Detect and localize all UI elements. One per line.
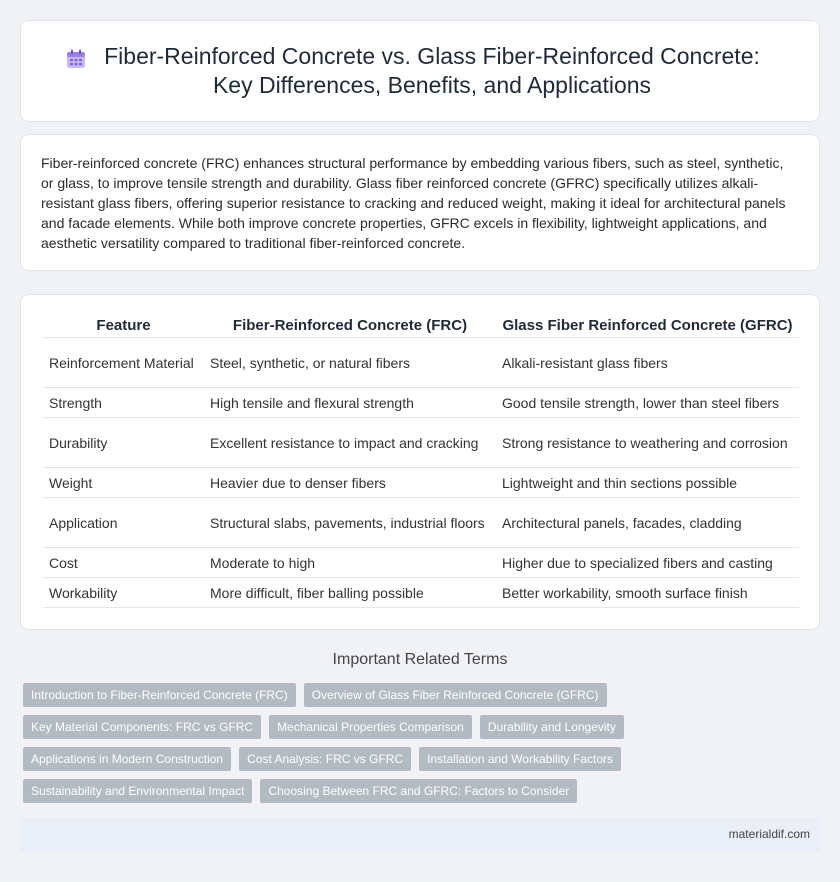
table-cell-frc: Heavier due to denser fibers [204,468,496,498]
table-cell-feature: Durability [43,418,204,468]
table-cell-gfrc: Good tensile strength, lower than steel fibers [496,388,799,418]
intro-paragraph: Fiber-reinforced concrete (FRC) enhances structural performance by embedding various fibers, such as steel, synthetic, or glass, to improve tensile strength and durability. Glass fiber reinforced concrete (GFRC) specifically utilizes alkali-resistant glass fibers, offering superior resistance to cracking and reduced weight, making it ideal for architectural panels and facade elements. While both improve concrete properties, GFRC excels in flexibility, lightweight applications, and aesthetic versatility compared to traditional fiber-reinforced concrete. [41,155,786,251]
term-tag[interactable]: Cost Analysis: FRC vs GFRC [239,747,411,771]
table-cell-feature: Reinforcement Material [43,338,204,388]
table-cell-gfrc: Strong resistance to weathering and corrosion [496,418,799,468]
related-terms-heading: Important Related Terms [332,651,508,668]
term-tag[interactable]: Overview of Glass Fiber Reinforced Concrete (GFRC) [304,683,607,707]
term-tag[interactable]: Choosing Between FRC and GFRC: Factors to Consider [260,779,577,803]
table-cell-gfrc: Lightweight and thin sections possible [496,468,799,498]
term-row [23,779,823,803]
footer-site-link[interactable]: materialdif.com [728,827,810,841]
term-tag[interactable]: Applications in Modern Construction [23,747,231,771]
table-cell-feature: Weight [43,468,204,498]
table-row [43,388,799,418]
column-header-frc: Fiber-Reinforced Concrete (FRC) [204,315,496,338]
comparison-table-card [20,294,820,630]
table-cell-gfrc: Architectural panels, facades, cladding [496,498,799,548]
header-card [20,20,820,122]
table-row [43,468,799,498]
table-cell-gfrc: Higher due to specialized fibers and casting [496,548,799,578]
page-title: Fiber-Reinforced Concrete vs. Glass Fiber-Reinforced Concrete: Key Differences, Benefits, and Applications [104,43,760,98]
table-cell-feature: Strength [43,388,204,418]
table-cell-frc: Structural slabs, pavements, industrial floors [204,498,496,548]
table-cell-gfrc: Better workability, smooth surface finish [496,578,799,608]
table-cell-frc: Excellent resistance to impact and cracking [204,418,496,468]
table-row [43,338,799,388]
term-tag[interactable]: Key Material Components: FRC vs GFRC [23,715,261,739]
table-cell-feature: Workability [43,578,204,608]
table-cell-frc: More difficult, fiber balling possible [204,578,496,608]
table-cell-frc: Moderate to high [204,548,496,578]
term-tag[interactable]: Sustainability and Environmental Impact [23,779,252,803]
table-cell-feature: Application [43,498,204,548]
term-tag[interactable]: Durability and Longevity [480,715,624,739]
table-row [43,418,799,468]
table-row [43,548,799,578]
related-terms-list [23,683,823,811]
term-row [23,715,823,739]
table-cell-gfrc: Alkali-resistant glass fibers [496,338,799,388]
term-row [23,683,823,707]
table-row [43,578,799,608]
table-cell-frc: Steel, synthetic, or natural fibers [204,338,496,388]
intro-card [20,134,820,271]
term-tag[interactable]: Installation and Workability Factors [419,747,621,771]
table-cell-feature: Cost [43,548,204,578]
comparison-table [43,315,799,608]
term-tag[interactable]: Mechanical Properties Comparison [269,715,472,739]
column-header-gfrc: Glass Fiber Reinforced Concrete (GFRC) [496,315,799,338]
table-cell-frc: High tensile and flexural strength [204,388,496,418]
term-row [23,747,823,771]
column-header-feature: Feature [43,315,204,338]
calendar-icon [65,48,87,70]
table-row [43,498,799,548]
table-header-row [43,315,799,338]
term-tag[interactable]: Introduction to Fiber-Reinforced Concrete (FRC) [23,683,296,707]
footer [20,818,820,852]
